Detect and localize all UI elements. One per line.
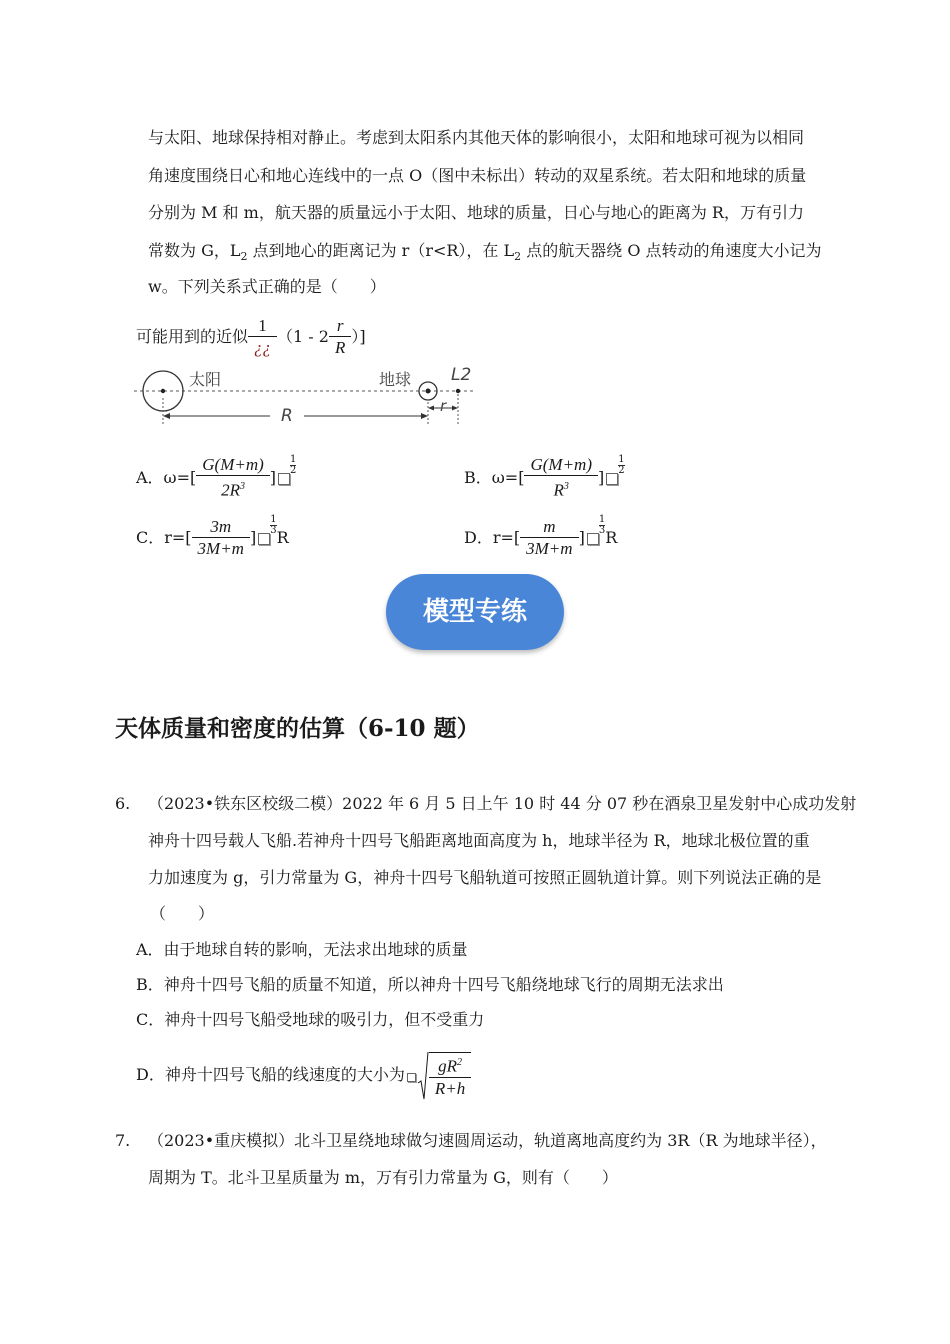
intro-line-3: 分别为 M 和 m，航天器的质量远小于太阳、地球的质量，日心与地心的距离为 R，万有引力 — [148, 203, 804, 222]
q6-line-2: 神舟十四号载人飞船.若神舟十四号飞船距离地面高度为 h，地球半径为 R，地球北极位置的重 — [148, 831, 810, 850]
placeholder-box-icon — [258, 533, 270, 545]
q6-line-1: （2023•铁东区校级二模）2022 年 6 月 5 日上午 10 时 44 分 07 秒在酒泉卫星发射中心成功发射 — [148, 794, 857, 813]
placeholder-box-icon — [407, 1073, 416, 1082]
sun-label: 太阳 — [189, 370, 222, 389]
q6-option-b[interactable]: B．神舟十四号飞船的质量不知道，所以神舟十四号飞船绕地球飞行的周期无法求出 — [136, 975, 724, 994]
intro-line-2: 角速度围绕日心和地心连线中的一点 O（图中未标出）转动的双星系统。若太阳和地球的质量 — [148, 166, 807, 185]
q7-line-1: （2023•重庆模拟）北斗卫星绕地球做匀速圆周运动，轨道离地高度约为 3R（R 为地球半径）， — [148, 1131, 827, 1150]
distance-r-label: r — [440, 397, 447, 415]
intro-line-5: w。下列关系式正确的是（ ） — [148, 277, 386, 296]
option-c[interactable]: C．r=[ $\frac{3m}{3M+m}$ ] $\frac{1}{3}$ R — [136, 514, 289, 558]
option-a[interactable]: A．ω=[ $\frac{G(M+m)}{2R^3}$ ] $\frac{1}{2}$ — [136, 454, 297, 500]
distance-R-label: R — [281, 406, 293, 426]
hint-fraction: $\frac{1}{¿¿}$ — [248, 316, 277, 359]
q6-option-a[interactable]: A．由于地球自转的影响，无法求出地球的质量 — [136, 940, 468, 959]
l2-point — [456, 389, 460, 393]
placeholder-box-icon — [278, 473, 290, 485]
intro-line-1: 与太阳、地球保持相对静止。考虑到太阳系内其他天体的影响很小，太阳和地球可视为以相同 — [148, 128, 805, 147]
sqrt-expression: $\frac{gR^2}{R+h}$ — [417, 1049, 471, 1103]
earth-label: 地球 — [379, 370, 412, 389]
section-heading: 天体质量和密度的估算（6-10 题） — [115, 715, 480, 742]
q6-line-4: （ ） — [150, 904, 215, 923]
intro-line-4: 常数为 G，$L_2$ 点到地心的距离记为 r（r<R），在 $L_2$ 点的航天器绕 O 点转动的角速度大小记为 — [148, 241, 822, 264]
q6-option-d[interactable]: D．神舟十四号飞船的线速度的大小为 $\frac{gR^2}{R+h}$ — [136, 1048, 471, 1103]
q6-number: 6. — [115, 794, 131, 813]
l2-label: L2 — [451, 365, 472, 385]
q7-line-2: 周期为 T。北斗卫星质量为 m，万有引力常量为 G，则有（ ） — [148, 1168, 618, 1187]
placeholder-box-icon — [587, 533, 599, 545]
model-practice-button[interactable]: 模型专练 — [386, 574, 564, 650]
sun-earth-l2-diagram — [130, 362, 480, 432]
option-d[interactable]: D．r=[ $\frac{m}{3M+m}$ ] $\frac{1}{3}$ R — [464, 514, 618, 558]
q7-number: 7. — [115, 1131, 131, 1150]
q6-line-3: 力加速度为 g，引力常量为 G，神舟十四号飞船轨道可按照正圆轨道计算。则下列说法正确的是 — [148, 868, 822, 887]
option-b[interactable]: B．ω=[ $\frac{G(M+m)}{R^3}$ ] $\frac{1}{2}$ — [464, 454, 625, 500]
q6-option-c[interactable]: C．神舟十四号飞船受地球的吸引力，但不受重力 — [136, 1010, 485, 1029]
placeholder-box-icon — [606, 473, 618, 485]
approximation-hint: 可能用到的近似 $\frac{1}{¿¿}$ （1 - 2 $\frac{r}{R}$ ）] — [136, 316, 366, 357]
